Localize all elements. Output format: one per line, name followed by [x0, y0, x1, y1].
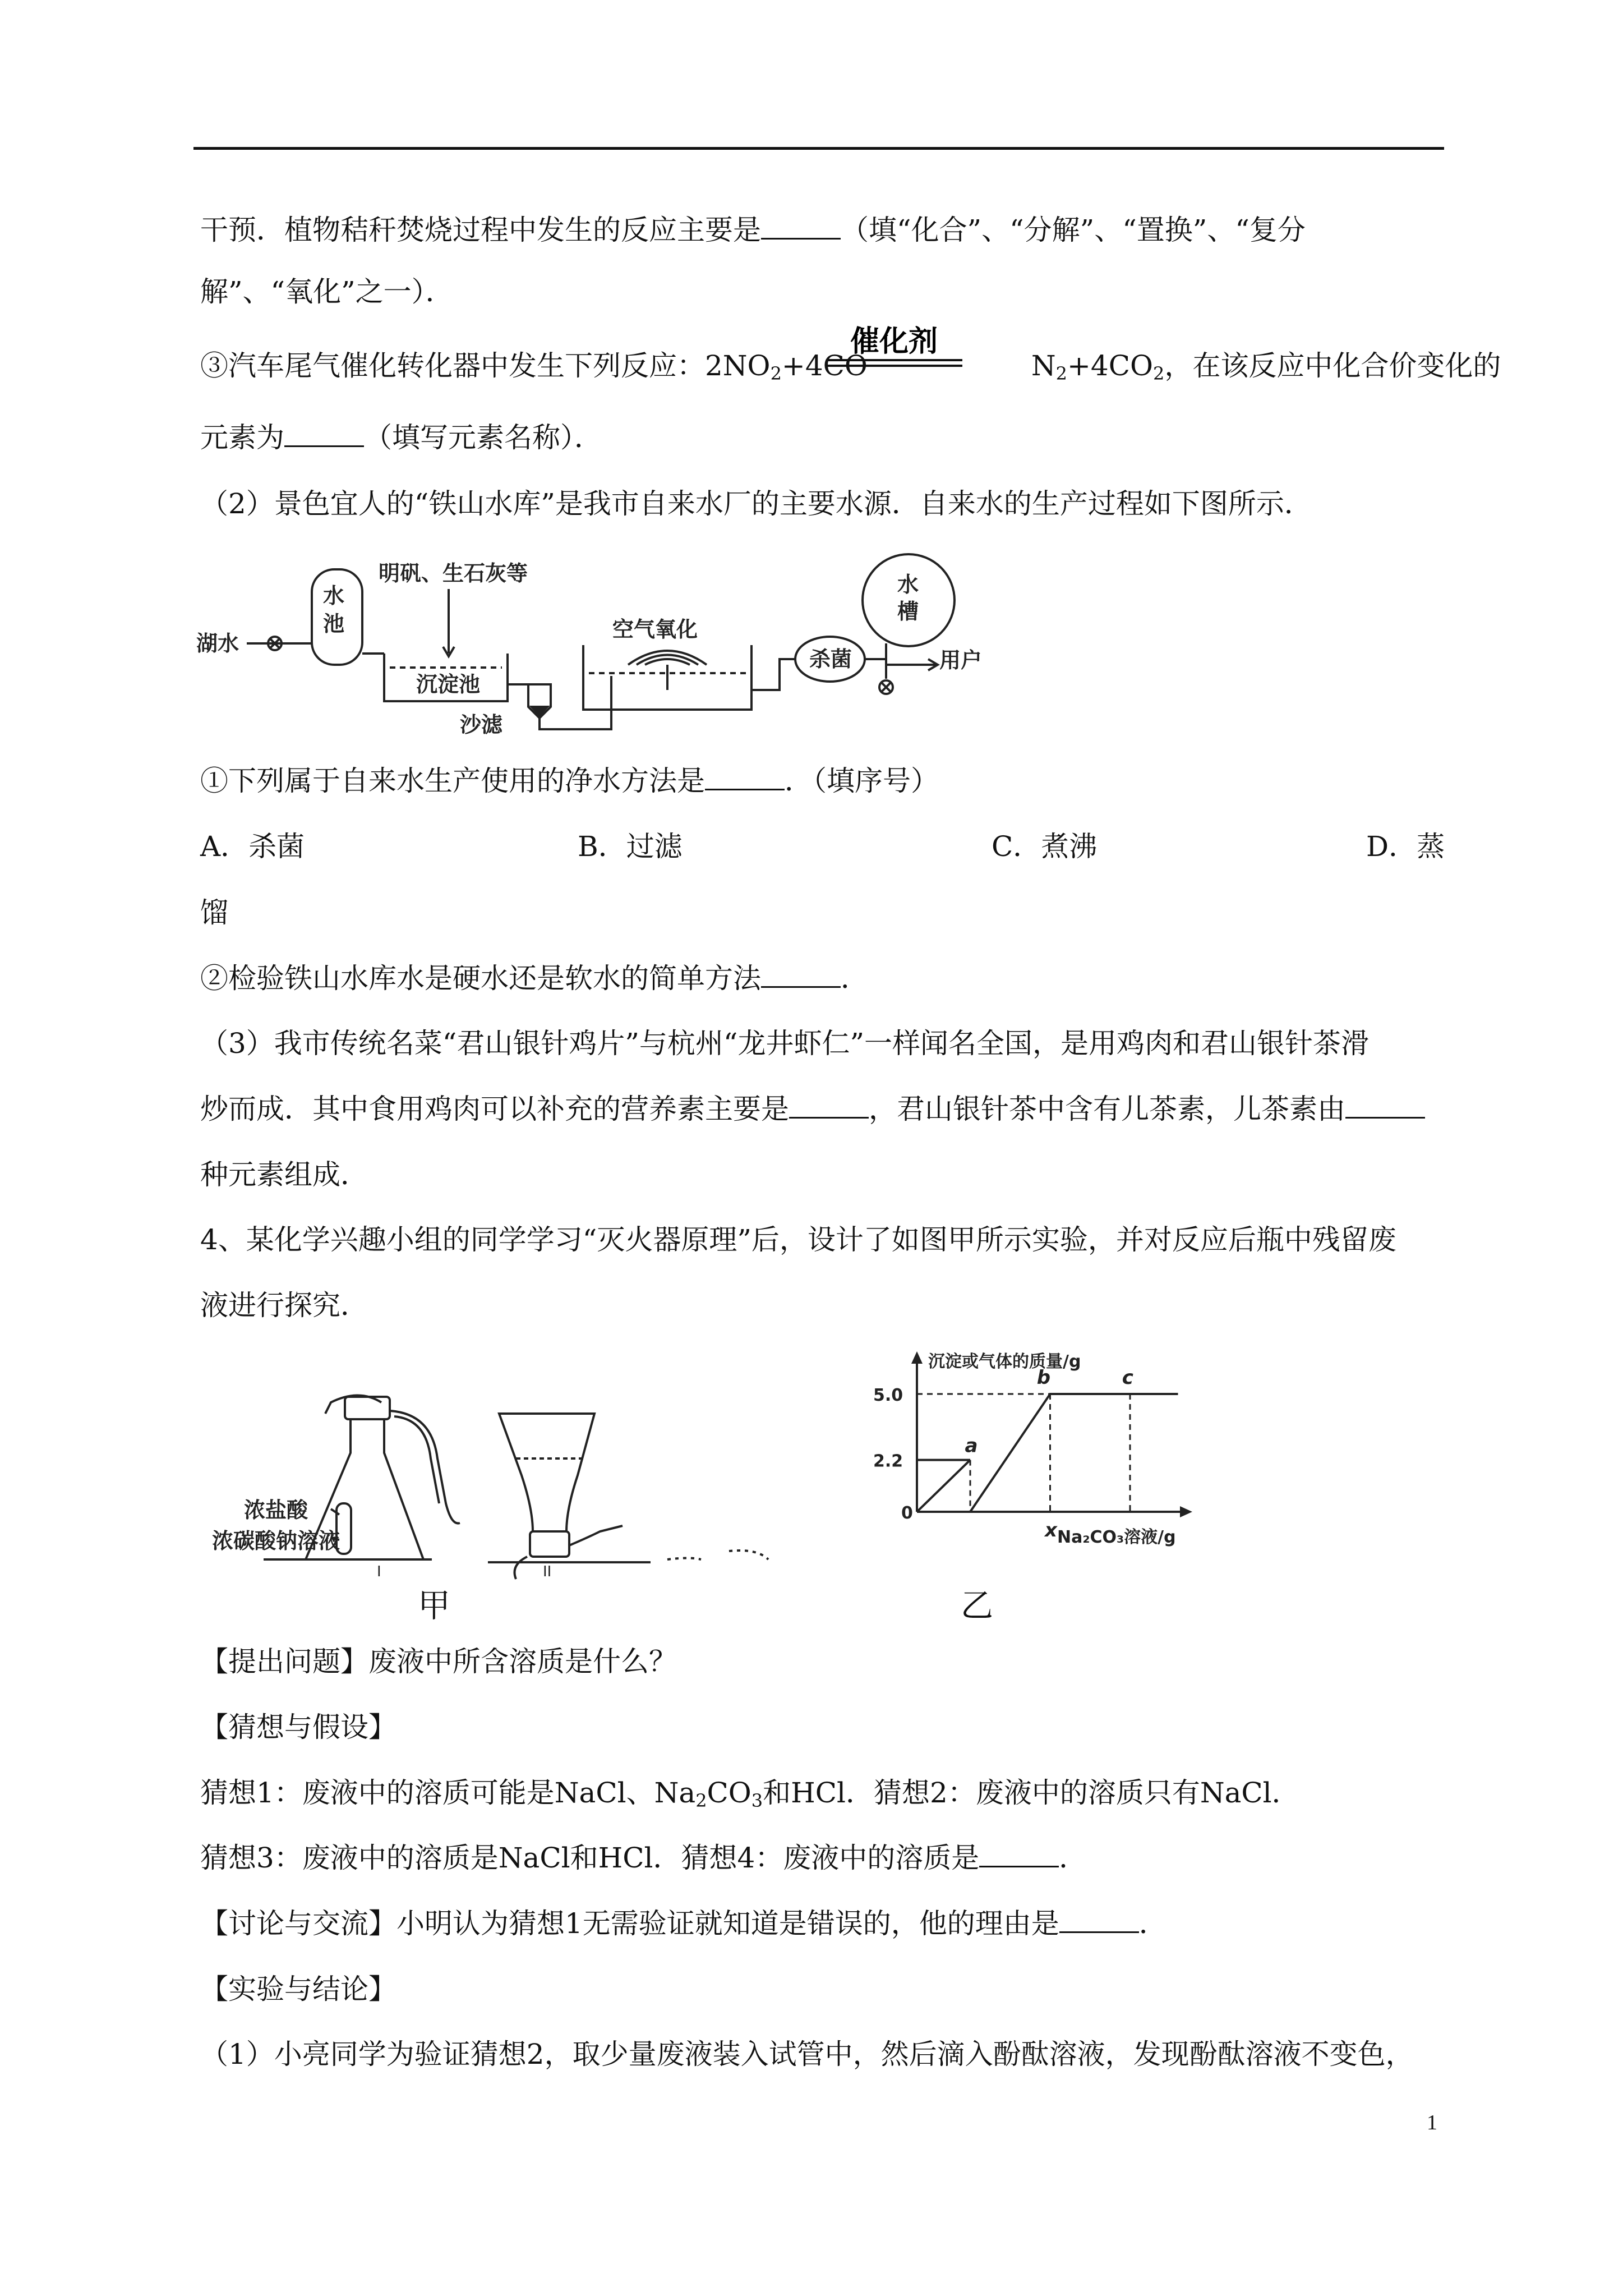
tank-label-1: 水	[897, 572, 919, 597]
settling-label: 沉淀池	[416, 672, 481, 697]
text-line-11: 种元素组成．	[200, 1158, 368, 1191]
pool-label-1: 水	[323, 583, 345, 608]
user-label: 用户	[939, 648, 983, 673]
tank-label-2: 槽	[897, 599, 919, 624]
series-line-2	[970, 1394, 1130, 1512]
page-number: 1	[1427, 2111, 1437, 2134]
acid-label: 浓盐酸	[244, 1498, 308, 1522]
text-line-19: 【实验与结论】	[200, 1973, 396, 2005]
text-line-16: 猜想1：废液中的溶质可能是NaCl、$Na_2CO_3$和HCl．猜想2：废液中的溶质只有NaCl．	[200, 1777, 1300, 1811]
text-line-12: 4、某化学兴趣小组的同学学习“灭火器原理”后，设计了如图甲所示实验，并对反应后瓶中残留废	[200, 1223, 1396, 1256]
x-axis-label: Na₂CO₃溶液/g	[1057, 1527, 1176, 1547]
option-c[interactable]: C．煮沸	[992, 830, 1098, 863]
answer-blank[interactable]	[979, 1843, 1059, 1867]
answer-blank[interactable]	[789, 1094, 869, 1119]
water-treatment-diagram	[196, 547, 1004, 749]
label-i: I	[377, 1563, 381, 1580]
text-line-8: ②检验铁山水库水是硬水还是软水的简单方法 ．	[200, 962, 869, 995]
text-line-3: ③汽车尾气催化转化器中发生下列反应：$2NO_2+4CO$ $N_2+4CO_2$，在该反应中化合价变化的	[200, 349, 1501, 384]
air-oxidation-label: 空气氧化	[612, 617, 698, 642]
carbonate-label: 浓碳酸钠溶液	[212, 1529, 340, 1553]
origin-label: 0	[901, 1503, 913, 1523]
y-axis-label: 沉淀或气体的质量/g	[928, 1352, 1081, 1372]
text-line-1: 干预．植物秸秆焚烧过程中发生的反应主要是 （填“化合”、“分解”、“置换”、“复分	[200, 214, 1306, 246]
answer-blank[interactable]	[761, 215, 841, 240]
text-line-9: （3）我市传统名菜“君山银针鸡片”与杭州“龙井虾仁”一样闻名全国，是用鸡肉和君山银针茶滑	[200, 1027, 1370, 1060]
answer-blank[interactable]	[284, 423, 364, 447]
option-d[interactable]: D．蒸	[1366, 830, 1445, 863]
gas-rise-line	[917, 1460, 970, 1512]
point-label-c: c	[1122, 1366, 1133, 1389]
y-tick-label: 5.0	[873, 1386, 903, 1405]
text-line-14: 【提出问题】废液中所含溶质是什么？	[200, 1645, 677, 1678]
apparatus-figure	[196, 1391, 791, 1582]
y-tick-label: 2.2	[873, 1451, 903, 1471]
text-line-15: 【猜想与假设】	[200, 1711, 396, 1743]
text-line-20: （1）小亮同学为验证猜想2，取少量废液装入试管中，然后滴入酚酞溶液，发现酚酞溶液不变色，	[200, 2038, 1414, 2070]
text-line-6: ①下列属于自来水生产使用的净水方法是 ．（填序号）	[200, 765, 939, 797]
option-a[interactable]: A．杀菌	[200, 830, 305, 863]
sterilize-label: 杀菌	[809, 647, 852, 671]
figure-jia-caption: 甲	[418, 1586, 451, 1625]
sand-filter-label: 沙滤	[460, 712, 503, 737]
x-axis-arrow	[1180, 1506, 1192, 1517]
lake-label: 湖水	[196, 631, 239, 656]
answer-blank[interactable]	[705, 766, 785, 790]
text-line-7: 馏	[200, 896, 228, 929]
answer-blank[interactable]	[1059, 1909, 1139, 1933]
text-line-4: 元素为 （填写元素名称）．	[200, 421, 602, 454]
label-ii: II	[543, 1563, 552, 1580]
answer-blank[interactable]	[761, 964, 841, 988]
catalyst-equals-sign	[822, 324, 967, 386]
point-label-x: x	[1045, 1519, 1057, 1542]
pool-label-2: 池	[323, 611, 345, 636]
point-label-b: b	[1036, 1366, 1051, 1389]
point-label-a: a	[965, 1434, 978, 1457]
text-line-2: 解”、“氧化”之一）．	[200, 275, 454, 308]
text-line-18: 【讨论与交流】小明认为猜想1无需验证就知道是错误的，他的理由是 ．	[200, 1907, 1167, 1940]
text-line-17: 猜想3：废液中的溶质是NaCl和HCl．猜想4：废液中的溶质是 ．	[200, 1842, 1087, 1874]
text-line-10: 炒而成．其中食用鸡肉可以补充的营养素主要是 ，君山银针茶中含有儿茶素，儿茶素由	[200, 1091, 1425, 1127]
catalyst-label: 催化剂	[850, 325, 938, 358]
text-line-13: 液进行探究．	[200, 1289, 368, 1322]
option-b[interactable]: B．过滤	[578, 830, 683, 863]
answer-blank[interactable]	[1345, 1094, 1425, 1119]
mass-chart	[864, 1343, 1211, 1579]
additives-label: 明矾、生石灰等	[379, 561, 528, 586]
text-line-5: （2）景色宜人的“铁山水库”是我市自来水厂的主要水源．自来水的生产过程如下图所示．	[200, 487, 1312, 520]
y-axis-arrow	[911, 1351, 923, 1364]
figure-yi-caption: 乙	[961, 1586, 994, 1625]
header-rule	[193, 147, 1444, 150]
